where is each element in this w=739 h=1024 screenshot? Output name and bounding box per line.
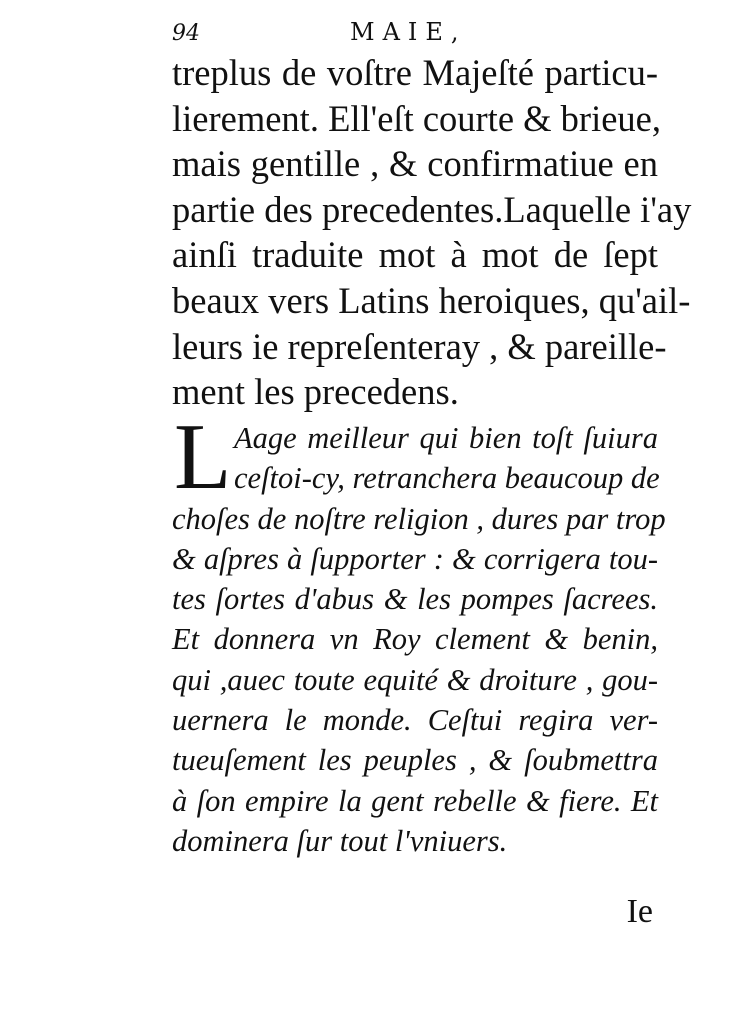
verse-line: tueuſement les peuples , & ſoubmettra xyxy=(172,743,658,778)
catchword: Ie xyxy=(626,893,653,930)
page-number: 94 xyxy=(172,21,200,46)
verse-line: & aſpres à ſupporter : & corrigera tou- xyxy=(172,541,658,576)
verse-line: ceſtoi-cy, retranchera beaucoup de xyxy=(234,461,660,496)
prose-line: ainſi traduite mot à mot de ſept xyxy=(172,234,658,276)
running-head: MAIE, xyxy=(350,18,467,46)
verse-line: Aage meilleur qui bien toſt ſuiura xyxy=(234,421,658,455)
verse-line: tes ſortes d'abus & les pompes ſacrees. xyxy=(172,582,658,617)
drop-cap: L xyxy=(174,405,232,509)
verse-line: dominera ſur tout l'vniuers. xyxy=(172,823,508,858)
verse-translation xyxy=(172,405,666,861)
prose-line: ment les precedens. xyxy=(172,371,459,413)
verse-line: uernera le monde. Ceſtui regira ver- xyxy=(172,703,658,738)
prose-line: mais gentille , & confirmatiue en xyxy=(172,143,658,185)
verse-line: choſes de noſtre religion , dures par trop xyxy=(172,501,666,536)
prose-line: treplus de voſtre Majeſté particu- xyxy=(172,52,658,93)
prose-line: lierement. Ell'eſt courte & brieue, xyxy=(172,97,661,139)
prose-line: beaux vers Latins heroiques, qu'ail- xyxy=(172,279,691,321)
verse-line: Et donnera vn Roy clement & benin, xyxy=(172,622,658,657)
verse-line: à ſon empire la gent rebelle & fiere. Et xyxy=(172,783,658,818)
prose-line: leurs ie repreſenteray , & pareille- xyxy=(172,325,667,367)
verse-line: qui ,auec toute equité & droiture , gou- xyxy=(172,662,658,697)
prose-line: partie des precedentes.Laquelle i'ay xyxy=(172,188,692,230)
prose-paragraph xyxy=(172,50,692,415)
